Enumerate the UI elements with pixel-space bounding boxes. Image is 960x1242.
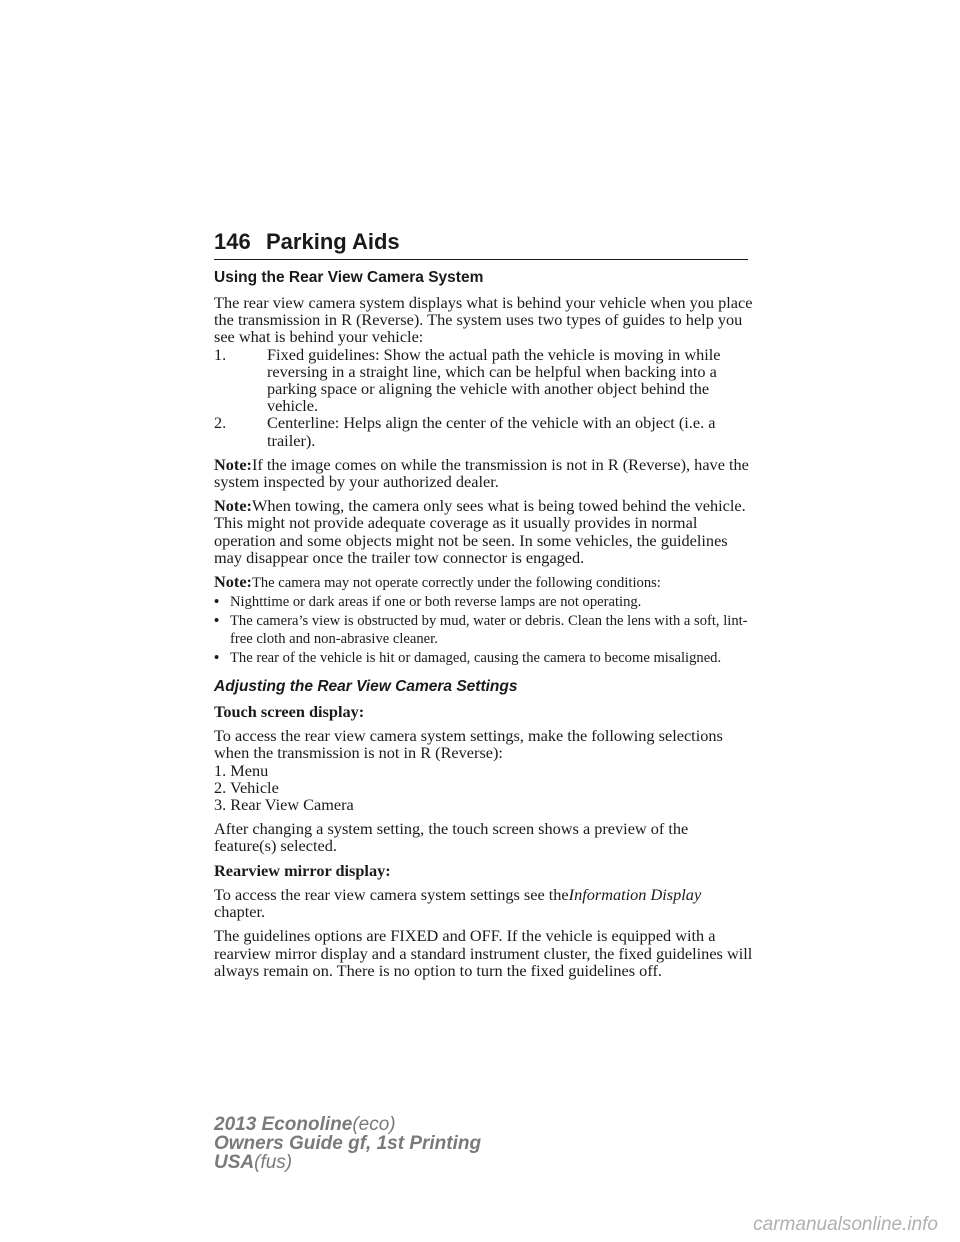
list-item-number: 1.: [214, 344, 227, 364]
touch-after: After changing a system setting, the touch screen shows a preview of the feature(s) selected.: [214, 819, 689, 856]
list-item-text: Centerline: Helps align the center of the vehicle with an object (i.e. a trailer).: [267, 413, 716, 450]
info-display-reference: Information Display: [568, 884, 702, 904]
bullet-text: Nighttime or dark areas if one or both reverse lamps are not operating.: [230, 594, 642, 611]
step-item: 3. Rear View Camera: [214, 795, 354, 815]
page-number: 146: [214, 229, 251, 254]
section-heading-using-camera: Using the Rear View Camera System: [214, 269, 484, 286]
page-content: [214, 268, 754, 986]
footer-model: 2013 Econoline: [214, 1114, 353, 1135]
footer-model-code: (eco): [352, 1114, 396, 1135]
note-text: If the image comes on while the transmission is not in R (Reverse), have the system inspected by your authorized dealer.: [214, 454, 749, 492]
list-item-text: Fixed guidelines: Show the actual path the vehicle is moving in while reversing in a straight line, which can be helpful when backing into a parking space or aligning the vehicle with another object behind the vehicle.: [267, 344, 721, 416]
note-text: When towing, the camera only sees what is being towed behind the vehicle. This might not provide adequate coverage as it usually provides in normal operation and some objects might not be seen. In some vehicles, the guidelines may disappear once the trailer tow connector is engaged.: [214, 496, 746, 567]
conditions-list: [214, 594, 754, 667]
bullet-icon: •: [214, 594, 220, 611]
note-label: Note:: [214, 454, 252, 474]
menu-steps-list: [214, 762, 754, 814]
note-dealer: [214, 456, 754, 490]
bullet-text: The rear of the vehicle is hit or damaged, causing the camera to become misaligned.: [230, 649, 722, 666]
bullet-icon: •: [214, 649, 220, 666]
mirror-text: To access the rear view camera system settings see the: [214, 884, 569, 904]
intro-paragraph: The rear view camera system displays what is behind your vehicle when you place the transmission in R (Reverse). The system uses two types of guides to help you see what is behind your vehicle:: [214, 293, 753, 347]
note-towing: [214, 497, 754, 566]
subheading-touch-screen: Touch screen display:: [214, 702, 365, 722]
list-item: [214, 414, 754, 448]
note-label: Note:: [214, 496, 252, 516]
mirror-text-end: chapter.: [214, 902, 266, 922]
bullet-text: The camera’s view is obstructed by mud, water or debris. Clean the lens with a soft, lint-free cloth and non-abrasive cleaner.: [230, 613, 748, 647]
note-text: The camera may not operate correctly under the following conditions:: [251, 575, 661, 592]
bullet-icon: •: [214, 613, 220, 630]
step-item: 2. Vehicle: [214, 777, 279, 797]
footer-line-guide: Owners Guide gf, 1st Printing: [214, 1133, 482, 1154]
bullet-item: [214, 594, 754, 611]
bullet-item: [214, 650, 754, 667]
footer-line-model: [214, 1115, 481, 1134]
note-label: Note:: [214, 572, 252, 592]
subheading-mirror-display: Rearview mirror display:: [214, 860, 391, 880]
footer-line-market: [214, 1153, 481, 1172]
section-heading-adjusting-settings: Adjusting the Rear View Camera Settings: [214, 678, 518, 696]
page-header: [214, 228, 748, 262]
guide-types-list: [214, 346, 754, 449]
guidelines-paragraph: The guidelines options are FIXED and OFF. If the vehicle is equipped with a rearview mirror display and a standard instrument cluster, the fixed guidelines will always remain on. There is no option to turn the fixed guidelines off.: [214, 926, 753, 980]
footer-market: USA: [214, 1152, 255, 1173]
note-conditions: [214, 573, 754, 592]
list-item-number: 2.: [214, 413, 227, 433]
watermark: carmanualsonline.info: [753, 1214, 938, 1235]
list-item: [214, 346, 754, 415]
bullet-item: [214, 613, 754, 647]
chapter-title: Parking Aids: [266, 229, 400, 254]
header-divider: [214, 259, 748, 260]
mirror-paragraph: [214, 886, 754, 920]
touch-intro: To access the rear view camera system settings, make the following selections when the transmission is not in R (Reverse):: [214, 726, 723, 763]
footer-market-code: (fus): [254, 1152, 293, 1173]
step-item: 1. Menu: [214, 760, 269, 780]
page-footer: [214, 1115, 481, 1172]
